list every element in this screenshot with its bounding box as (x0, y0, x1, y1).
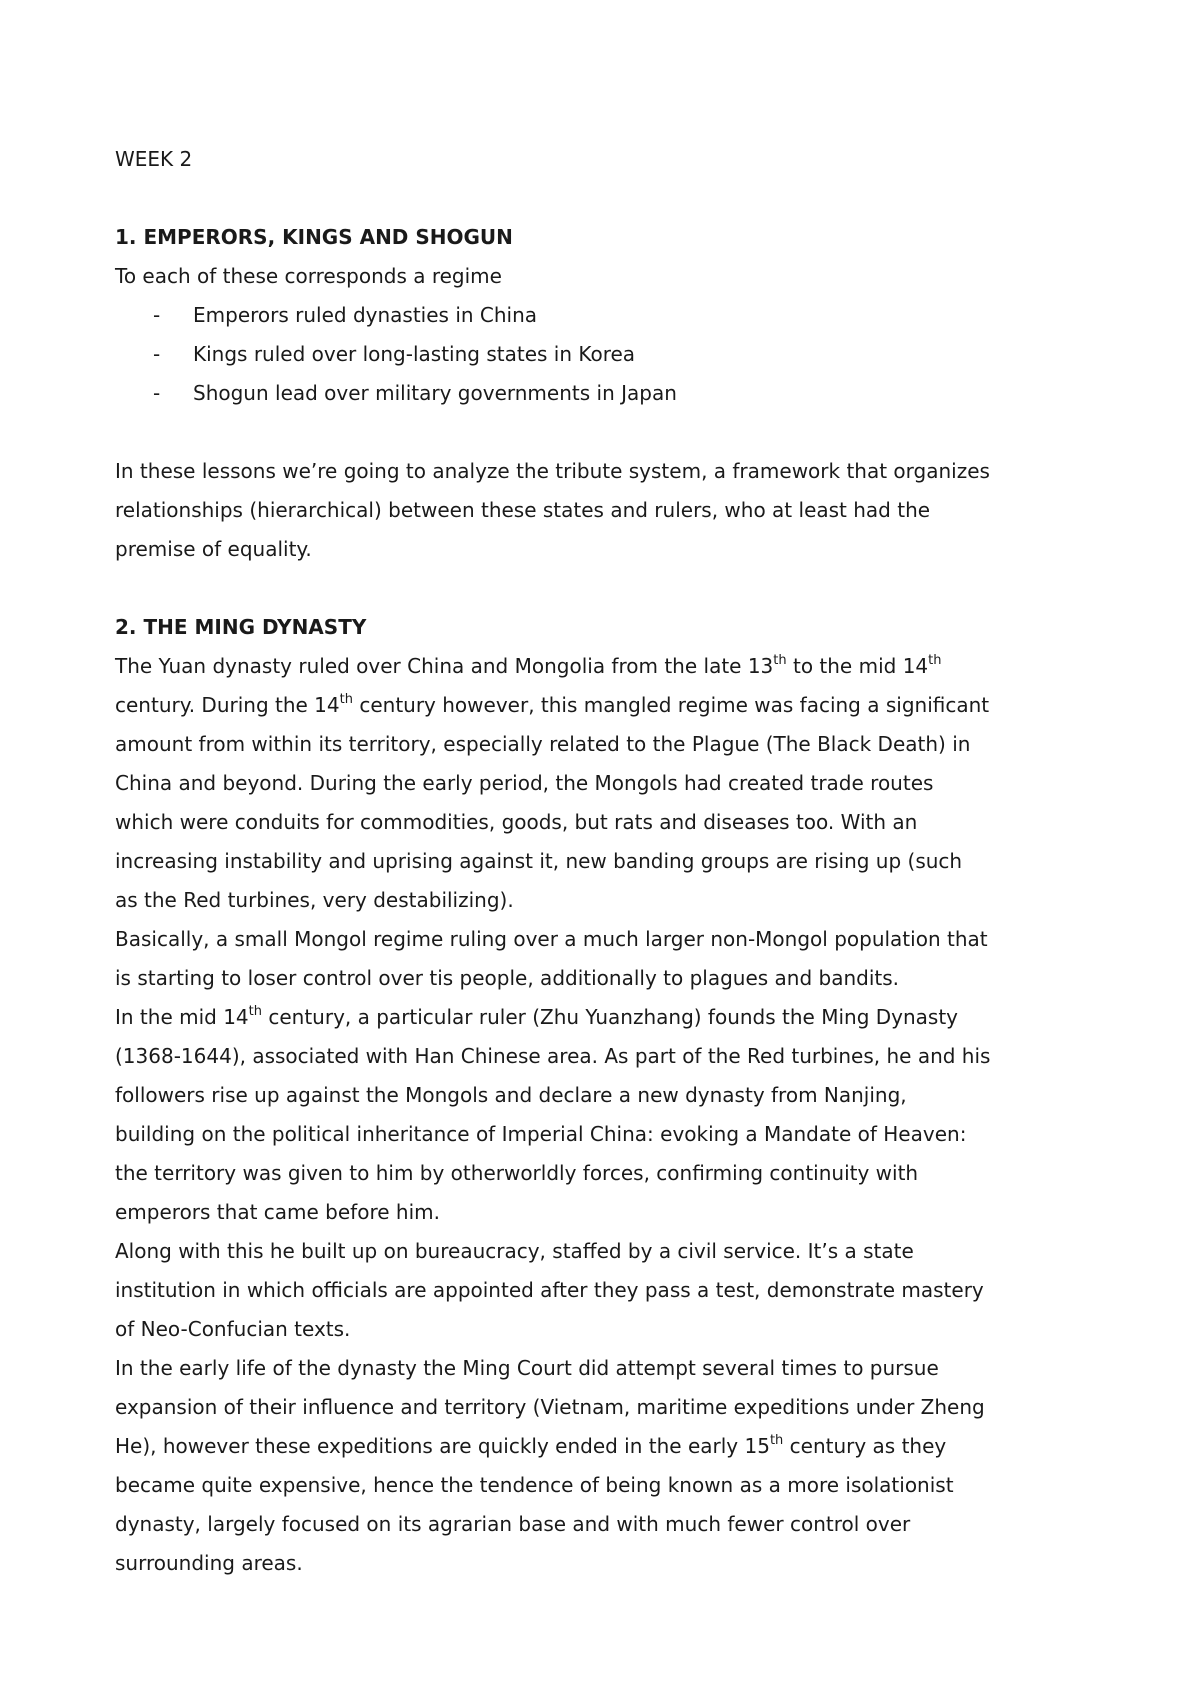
paragraph-line: the territory was given to him by otherworldly forces, confirming continuity with (115, 1161, 919, 1185)
spacer (115, 569, 1105, 608)
text-run: In the mid 14 (115, 1005, 249, 1029)
paragraph-line (115, 686, 1105, 725)
paragraph-line: increasing instability and uprising against it, new banding groups are rising up (such (115, 849, 963, 873)
paragraph-line: In the early life of the dynasty the Ming Court did attempt several times to pursue (115, 1356, 939, 1380)
paragraph-line: premise of equality. (115, 537, 312, 561)
text-run: century, a particular ruler (Zhu Yuanzhang) founds the Ming Dynasty (262, 1005, 959, 1029)
section-1-intro: To each of these corresponds a regime (115, 264, 502, 288)
paragraph-line: (1368-1644), associated with Han Chinese area. As part of the Red turbines, he and his (115, 1044, 991, 1068)
section-2-heading: 2. THE MING DYNASTY (115, 615, 367, 639)
superscript: th (928, 653, 942, 668)
superscript: th (248, 1004, 262, 1019)
paragraph-line (115, 647, 1105, 686)
paragraph-line: which were conduits for commodities, goods, but rats and diseases too. With an (115, 810, 918, 834)
paragraph-line (115, 1427, 1105, 1466)
week-label: WEEK 2 (115, 147, 193, 171)
paragraph-line: institution in which officials are appointed after they pass a test, demonstrate mastery (115, 1278, 984, 1302)
section-1-paragraph (115, 452, 1105, 569)
bullet-text: Shogun lead over military governments in Japan (193, 381, 677, 405)
bullet-marker: - (153, 303, 161, 327)
text-run: century as they (783, 1434, 947, 1458)
paragraph-line: of Neo-Confucian texts. (115, 1317, 351, 1341)
paragraph-line: expansion of their influence and territory (Vietnam, maritime expeditions under Zheng (115, 1395, 985, 1419)
superscript: th (339, 692, 353, 707)
spacer (115, 413, 1105, 452)
text-run: century however, this mangled regime was facing a significant (352, 693, 990, 717)
bullet-marker: - (153, 381, 161, 405)
section-2-body (115, 647, 1105, 1583)
text-run: The Yuan dynasty ruled over China and Mongolia from the late 13 (115, 654, 774, 678)
bullet-item (115, 335, 1105, 374)
document-page (115, 140, 1105, 1583)
paragraph-line: China and beyond. During the early period, the Mongols had created trade routes (115, 771, 934, 795)
section-1-heading: 1. EMPERORS, KINGS AND SHOGUN (115, 225, 513, 249)
paragraph-line: is starting to loser control over tis people, additionally to plagues and bandits. (115, 966, 900, 990)
paragraph-line: dynasty, largely focused on its agrarian base and with much fewer control over (115, 1512, 911, 1536)
bullet-text: Emperors ruled dynasties in China (193, 303, 538, 327)
paragraph-line: emperors that came before him. (115, 1200, 440, 1224)
paragraph-line: as the Red turbines, very destabilizing). (115, 888, 514, 912)
paragraph-line: Along with this he built up on bureaucracy, staffed by a civil service. It’s a state (115, 1239, 914, 1263)
spacer (115, 179, 1105, 218)
superscript: th (769, 1433, 784, 1448)
bullet-item (115, 296, 1105, 335)
paragraph-line: In these lessons we’re going to analyze the tribute system, a framework that organizes (115, 459, 990, 483)
text-run: He), however these expeditions are quickly ended in the early 15 (115, 1434, 770, 1458)
paragraph-line: followers rise up against the Mongols and declare a new dynasty from Nanjing, (115, 1083, 907, 1107)
paragraph-line: amount from within its territory, especially related to the Plague (The Black Death) in (115, 732, 971, 756)
paragraph-line: relationships (hierarchical) between these states and rulers, who at least had the (115, 498, 931, 522)
paragraph-line (115, 998, 1105, 1037)
superscript: th (773, 653, 787, 668)
bullet-text: Kings ruled over long-lasting states in Korea (193, 342, 636, 366)
paragraph-line: building on the political inheritance of Imperial China: evoking a Mandate of Heaven: (115, 1122, 967, 1146)
paragraph-line: became quite expensive, hence the tendence of being known as a more isolationist (115, 1473, 954, 1497)
text-run: century. During the 14 (115, 693, 340, 717)
bullet-marker: - (153, 342, 161, 366)
bullet-item (115, 374, 1105, 413)
text-run: to the mid 14 (786, 654, 929, 678)
paragraph-line: Basically, a small Mongol regime ruling over a much larger non-Mongol population that (115, 927, 988, 951)
paragraph-line: surrounding areas. (115, 1551, 303, 1575)
section-1-bullet-list (115, 296, 1105, 413)
